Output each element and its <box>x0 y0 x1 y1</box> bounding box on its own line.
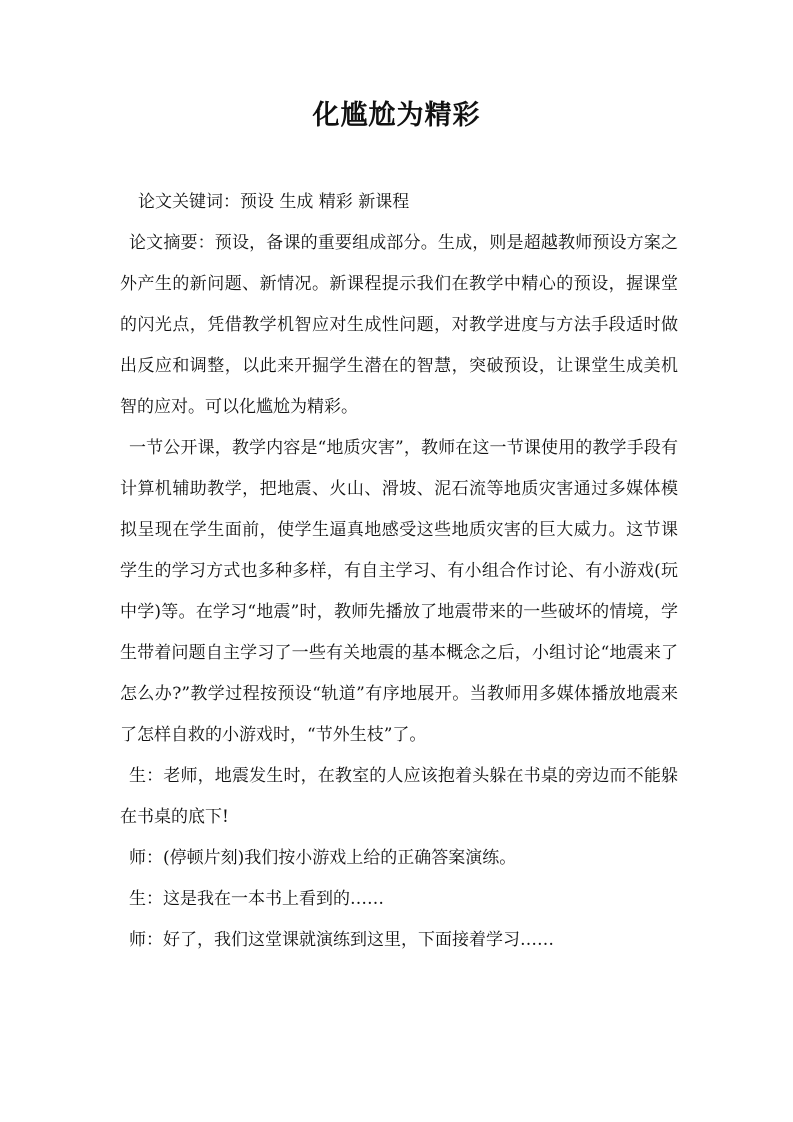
body-paragraph: 一节公开课，教学内容是“地质灾害”，教师在这一节课使用的教学手段有计算机辅助教学，把地震、火山、滑坡、泥石流等地质灾害通过多媒体模拟呈现在学生面前，使学生逼真地感受这些地质灾害的巨大威力。这节课学生的学习方式也多种多样，有自主学习、有小组合作讨论、有小游戏(玩中学)等。在学习“地震”时，教师先播放了地震带来的一些破坏的情境，学生带着问题自主学习了一些有关地震的基本概念之后，小组讨论“地震来了怎么办?”教学过程按预设“轨道”有序地展开。当教师用多媒体播放地震来了怎样自救的小游戏时，“节外生枝”了。 <box>120 438 678 745</box>
document-title: 化尴尬为精彩 <box>312 100 481 131</box>
dialogue-line-teacher-2: 师：好了，我们这堂课就演练到这里，下面接着学习…… <box>129 930 554 950</box>
keywords-line: 论文关键词：预设 生成 精彩 新课程 <box>138 192 410 212</box>
document-body <box>120 182 678 961</box>
dialogue-line-teacher-1: 师：(停顿片刻)我们按小游戏上给的正确答案演练。 <box>129 848 517 868</box>
dialogue-line-student-1: 生：老师，地震发生时，在教室的人应该抱着头躲在书桌的旁边而不能躲在书桌的底下! <box>120 766 678 827</box>
dialogue-line-student-2: 生：这是我在一本书上看到的…… <box>129 889 384 909</box>
abstract-paragraph: 论文摘要：预设，备课的重要组成部分。生成，则是超越教师预设方案之外产生的新问题、新情况。新课程提示我们在教学中精心的预设，握课堂的闪光点，凭借教学机智应对生成性问题，对教学进度与方法手段适时做出反应和调整，以此来开掘学生潜在的智慧，突破预设，让课堂生成美机智的应对。可以化尴尬为精彩。 <box>120 233 678 417</box>
